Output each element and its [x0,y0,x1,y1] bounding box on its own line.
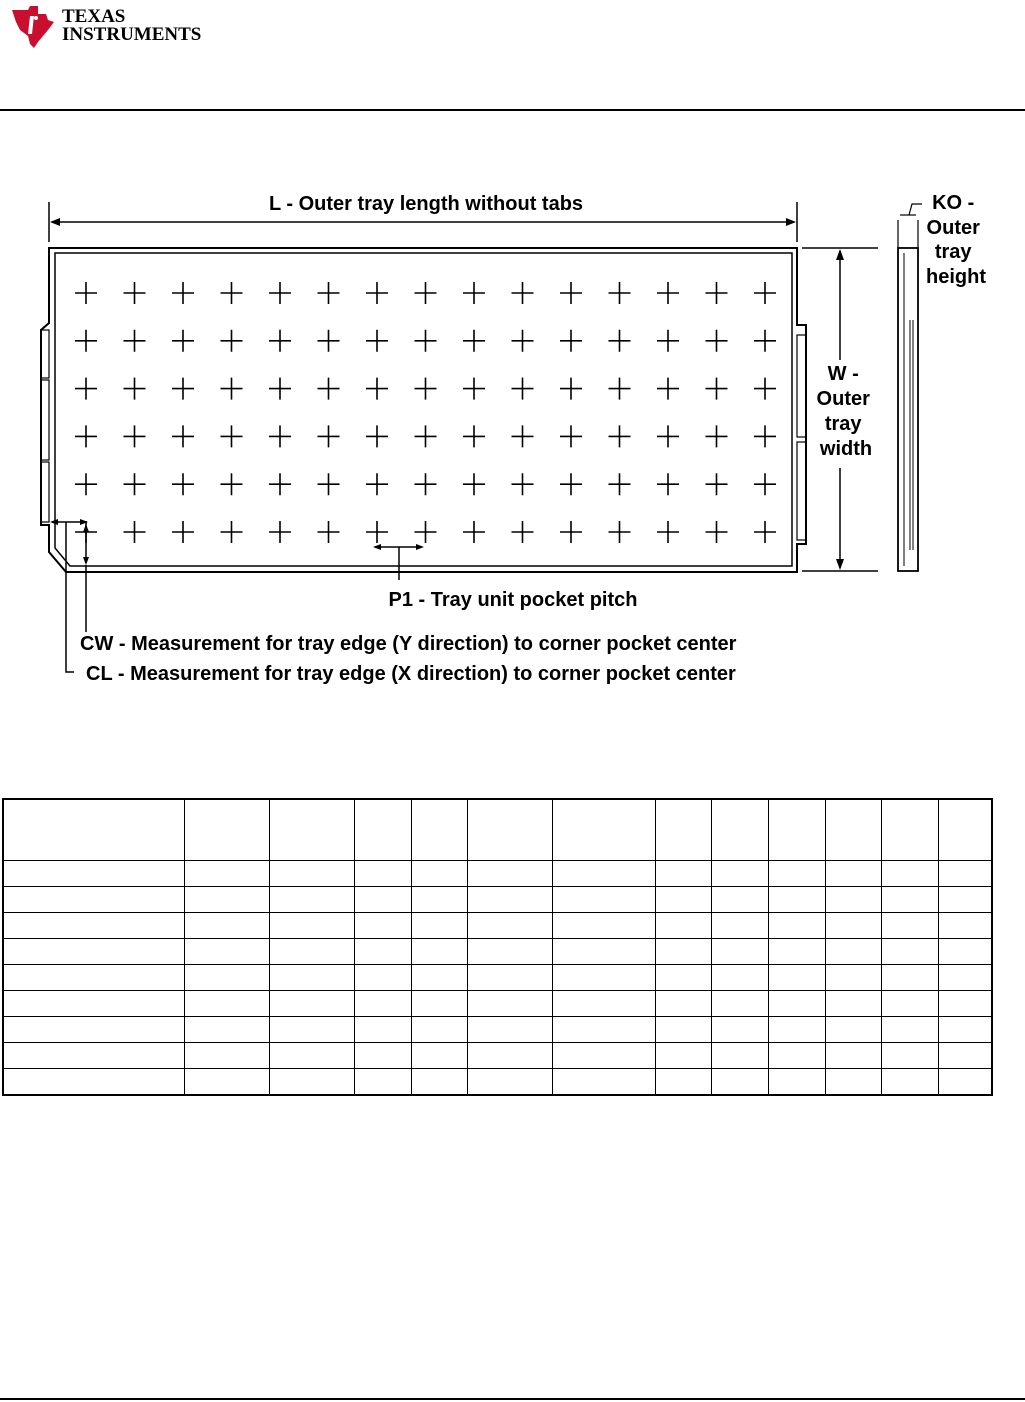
table-cell [411,991,467,1017]
table-cell [3,887,184,913]
table-cell [825,887,881,913]
table-cell [825,991,881,1017]
pocket-marker [172,330,194,352]
table-cell [269,965,354,991]
pocket-marker [75,330,97,352]
table-cell [467,887,552,913]
table-cell [269,1043,354,1069]
table-cell [467,965,552,991]
table-row [3,939,992,965]
table-header-cell [552,799,655,861]
table-cell [184,965,269,991]
table-cell [269,861,354,887]
table-cell [881,939,938,965]
pocket-marker [318,330,340,352]
pocket-marker [657,425,679,447]
pocket-marker [512,330,534,352]
table-cell [552,965,655,991]
cw-arrowhead-bottom [83,557,89,565]
table-cell [3,1017,184,1043]
footer-rule [0,1398,1025,1400]
table-cell [938,861,992,887]
table-cell [269,939,354,965]
pocket-marker [269,473,291,495]
label-w-line-4: width [819,438,873,460]
table-cell [354,1017,411,1043]
pocket-marker [560,378,582,400]
pocket-marker [706,473,728,495]
table-cell [768,887,825,913]
table-cell [3,861,184,887]
pocket-marker [706,282,728,304]
table-cell [269,1069,354,1096]
table-header-cell [467,799,552,861]
label-w-line-2: Outer [816,388,870,410]
table-cell [711,861,768,887]
table-cell [881,1043,938,1069]
pocket-marker [463,378,485,400]
pocket-marker [657,473,679,495]
pocket-marker [221,282,243,304]
pocket-marker [318,521,340,543]
pocket-marker [463,473,485,495]
pocket-marker [172,473,194,495]
table-cell [184,887,269,913]
pocket-marker [463,425,485,447]
tray-tab-left-2 [41,380,49,460]
pocket-marker [754,521,776,543]
table-cell [655,861,711,887]
pocket-marker [124,425,146,447]
table-header-cell [655,799,711,861]
pocket-marker [609,330,631,352]
pocket-marker [415,521,437,543]
table-row [3,1069,992,1096]
table-header-cell [768,799,825,861]
table-cell [711,965,768,991]
table-cell [354,965,411,991]
pocket-marker [75,473,97,495]
pocket-marker [512,473,534,495]
pocket-marker [221,378,243,400]
table-cell [655,1069,711,1096]
pocket-marker [657,521,679,543]
pocket-marker [706,521,728,543]
pocket-marker [124,330,146,352]
table-cell [881,913,938,939]
table-cell [411,965,467,991]
pocket-marker [269,425,291,447]
pocket-marker [366,330,388,352]
table-cell [655,1043,711,1069]
pocket-marker [75,282,97,304]
table-cell [768,1017,825,1043]
table-row [3,913,992,939]
table-cell [467,861,552,887]
label-w-line-1: W - [827,363,859,385]
w-arrowhead-bottom [836,559,844,570]
tray-side-view [898,248,918,571]
table-cell [3,913,184,939]
table-cell [269,991,354,1017]
table-cell [467,991,552,1017]
pocket-marker [124,378,146,400]
p1-arrowhead-right [416,544,424,550]
pocket-marker [318,425,340,447]
table-cell [354,913,411,939]
table-cell [825,1043,881,1069]
table-cell [3,939,184,965]
pocket-marker [754,473,776,495]
pocket-marker [415,473,437,495]
table-cell [881,887,938,913]
label-p1: P1 - Tray unit pocket pitch [388,589,638,611]
pocket-marker [75,378,97,400]
table-row [3,1017,992,1043]
pocket-marker [512,378,534,400]
logo-line-2: INSTRUMENTS [62,24,202,45]
pocket-marker [657,282,679,304]
pocket-marker [512,425,534,447]
pocket-marker [366,521,388,543]
table-cell [269,1017,354,1043]
label-w-line-3: tray [824,413,862,435]
table-cell [711,939,768,965]
pocket-marker [318,473,340,495]
table-cell [184,939,269,965]
label-ko-line-2: Outer [926,217,980,239]
pocket-marker [75,425,97,447]
table-cell [768,913,825,939]
pocket-marker [560,330,582,352]
table-cell [552,887,655,913]
pocket-marker [221,330,243,352]
ti-logo [8,4,208,50]
label-ko-line-4: height [926,266,986,288]
table-cell [184,861,269,887]
tray-tab-right-2 [797,442,806,540]
pocket-marker [124,473,146,495]
table-cell [411,1069,467,1096]
table-cell [938,887,992,913]
pocket-marker [657,378,679,400]
pocket-marker [754,282,776,304]
table-row [3,1043,992,1069]
table-cell [411,861,467,887]
table-cell [711,887,768,913]
pocket-marker [609,521,631,543]
table-header-cell [269,799,354,861]
table-cell [825,1069,881,1096]
table-cell [938,1017,992,1043]
pocket-marker [221,425,243,447]
table-cell [269,913,354,939]
table-cell [411,939,467,965]
table-cell [467,939,552,965]
table-cell [711,1069,768,1096]
label-w [817,363,876,460]
table-cell [655,965,711,991]
pocket-marker [609,473,631,495]
table-row [3,991,992,1017]
table-cell [655,991,711,1017]
table-cell [411,1017,467,1043]
pocket-marker [269,330,291,352]
pocket-marker [706,378,728,400]
table-header-cell [825,799,881,861]
tray-tab-right-1 [797,335,806,437]
tray-dimension-table [2,798,993,1096]
pocket-marker [754,425,776,447]
table-cell [881,1069,938,1096]
table-cell [825,861,881,887]
label-l: L - Outer tray length without tabs [268,193,584,215]
w-arrowhead-top [836,249,844,260]
tray-diagram [0,180,1025,700]
table-cell [411,1043,467,1069]
table-cell [184,991,269,1017]
label-ko-line-1: KO - [932,192,975,214]
pocket-marker [560,425,582,447]
l-arrowhead-left [50,218,60,226]
pocket-marker [463,521,485,543]
pocket-marker [124,282,146,304]
pocket-marker [269,282,291,304]
pocket-marker [609,425,631,447]
pocket-marker [172,521,194,543]
cl-arrowhead-left [50,519,58,525]
pocket-marker [366,282,388,304]
table-cell [825,1017,881,1043]
table-cell [768,991,825,1017]
table-cell [938,991,992,1017]
table-cell [768,1069,825,1096]
pocket-marker [560,282,582,304]
table-cell [354,939,411,965]
table-cell [467,1069,552,1096]
table-cell [938,1069,992,1096]
table-cell [711,1017,768,1043]
table-cell [768,861,825,887]
table-cell [711,1043,768,1069]
logo-line-1: TEXAS [62,6,126,27]
tray-tab-left-1 [41,330,49,378]
pocket-marker [560,473,582,495]
tray-inner-outline [55,253,792,566]
table-header-cell [3,799,184,861]
table-cell [184,1043,269,1069]
label-ko-line-3: tray [934,241,972,263]
table-cell [768,965,825,991]
tray-outer-outline [41,248,806,572]
pocket-marker [269,378,291,400]
table-cell [552,939,655,965]
pocket-marker [366,378,388,400]
table-cell [881,861,938,887]
label-cw: CW - Measurement for tray edge (Y direction) to corner pocket center [80,633,737,655]
table-header-cell [354,799,411,861]
pocket-marker [754,330,776,352]
table-cell [938,965,992,991]
pocket-marker [706,425,728,447]
table-cell [711,991,768,1017]
pocket-marker [560,521,582,543]
table-cell [825,939,881,965]
pocket-marker [318,282,340,304]
pocket-marker [269,521,291,543]
pocket-marker [172,282,194,304]
pocket-marker [657,330,679,352]
table-cell [354,887,411,913]
table-cell [938,913,992,939]
header-rule [0,109,1025,111]
label-ko [926,192,986,288]
table-cell [655,939,711,965]
table-cell [825,965,881,991]
cw-arrowhead-top [83,524,89,532]
table-cell [881,1017,938,1043]
pocket-marker [366,473,388,495]
pocket-marker [415,330,437,352]
logo-wordmark [62,8,201,44]
table-cell [825,913,881,939]
table-row [3,861,992,887]
pocket-marker [415,282,437,304]
table-cell [3,965,184,991]
pocket-grid [75,282,776,543]
pocket-marker [318,378,340,400]
pocket-marker [512,282,534,304]
ko-leader [909,204,922,215]
table-cell [655,1017,711,1043]
table-cell [354,861,411,887]
table-cell [3,1069,184,1096]
table-header-cell [881,799,938,861]
table-cell [881,991,938,1017]
table-header-cell [938,799,992,861]
l-arrowhead-right [786,218,796,226]
pocket-marker [221,521,243,543]
p1-arrowhead-left [373,544,381,550]
pocket-marker [609,282,631,304]
table-row [3,965,992,991]
pocket-marker [221,473,243,495]
table-row [3,887,992,913]
table-cell [711,913,768,939]
table-header-cell [184,799,269,861]
table-cell [411,887,467,913]
pocket-marker [463,282,485,304]
cl-leader [66,522,74,672]
ti-logo-icon [8,4,58,50]
pocket-marker [754,378,776,400]
pocket-marker [366,425,388,447]
table-cell [3,991,184,1017]
pocket-marker [172,378,194,400]
table-cell [467,1017,552,1043]
table-cell [655,913,711,939]
pocket-marker [415,425,437,447]
table-cell [467,1043,552,1069]
pocket-marker [512,521,534,543]
table-header-row [3,799,992,861]
table-cell [552,1043,655,1069]
label-cl: CL - Measurement for tray edge (X direction) to corner pocket center [86,663,736,685]
table-cell [552,991,655,1017]
table-cell [938,939,992,965]
pocket-marker [124,521,146,543]
table-cell [354,1043,411,1069]
pocket-marker [172,425,194,447]
table-cell [768,939,825,965]
pocket-marker [706,330,728,352]
table-cell [467,913,552,939]
table-cell [3,1043,184,1069]
table-cell [655,887,711,913]
pocket-marker [415,378,437,400]
pocket-marker [609,378,631,400]
table-cell [552,1017,655,1043]
table-cell [411,913,467,939]
table-cell [354,991,411,1017]
table-cell [269,887,354,913]
table-cell [184,913,269,939]
table-cell [184,1017,269,1043]
table-header-cell [411,799,467,861]
table-cell [552,913,655,939]
table-cell [354,1069,411,1096]
table-cell [768,1043,825,1069]
table-cell [938,1043,992,1069]
table-cell [552,861,655,887]
tray-tab-left-3 [41,462,49,522]
table-cell [552,1069,655,1096]
table-cell [881,965,938,991]
pocket-marker [463,330,485,352]
table-header-cell [711,799,768,861]
table-cell [184,1069,269,1096]
